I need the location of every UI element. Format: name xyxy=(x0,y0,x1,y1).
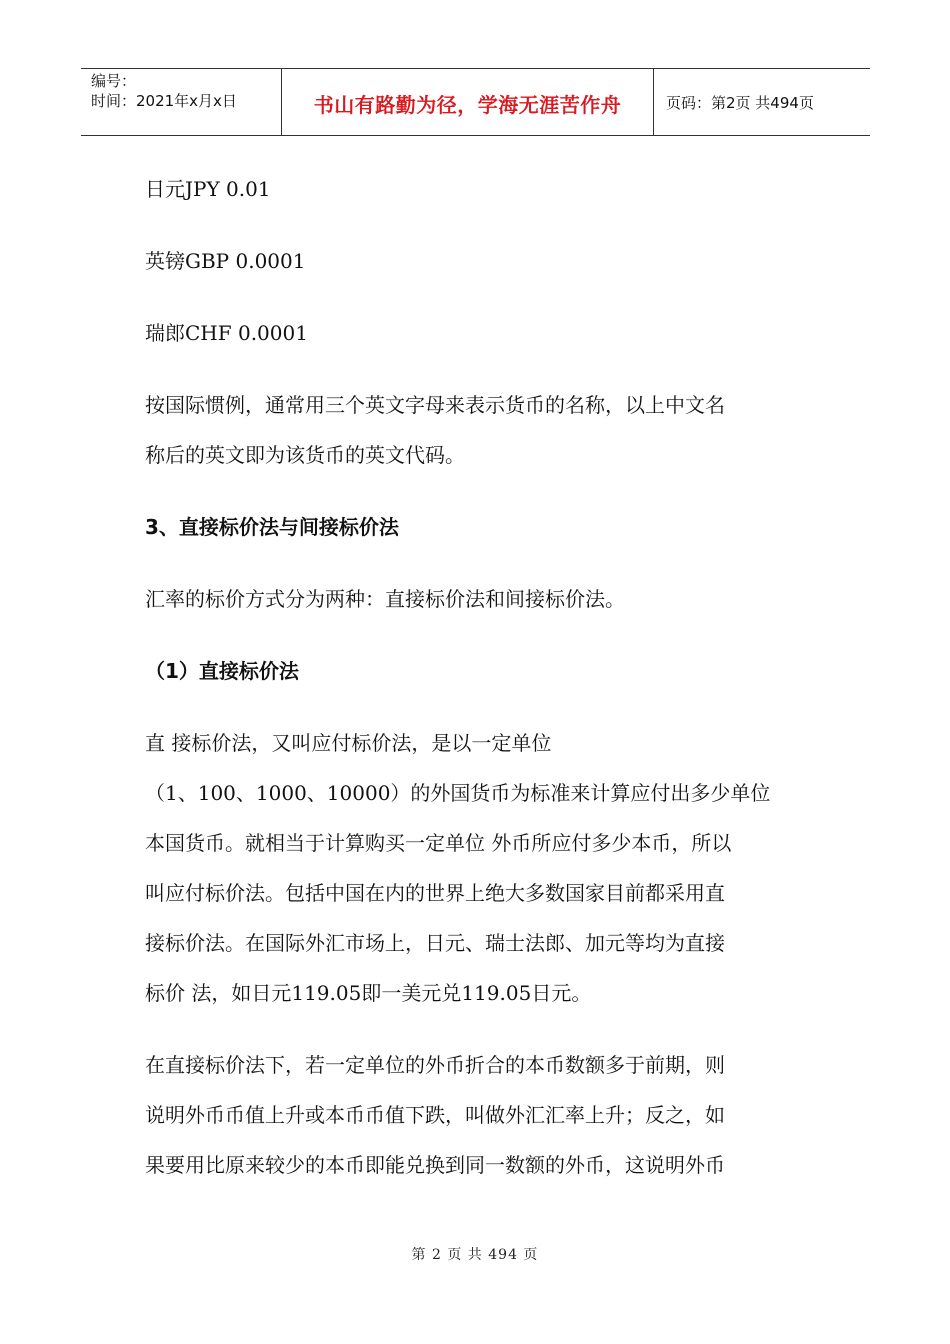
doc-number-label: 编号： xyxy=(91,72,137,90)
paragraph-line: 标价 法，如日元119.05即一美元兑119.05日元。 xyxy=(145,981,592,1005)
header-motto: 书山有路勤为径，学海无涯苦作舟 xyxy=(313,93,622,117)
paragraph-convention xyxy=(145,380,810,480)
header-page-info: 页码：第2页 共494页 xyxy=(666,93,814,112)
currency-line-gbp: 英镑GBP 0.0001 xyxy=(145,249,306,273)
paragraph-line: 在直接标价法下，若一定单位的外币折合的本币数额多于前期，则 xyxy=(145,1053,725,1077)
doc-date-label: 时间：2021年x月x日 xyxy=(91,92,237,110)
paragraph-line: （1、100、1000、10000）的外国货币为标准来计算应付出多少单位 xyxy=(145,781,771,805)
currency-line-jpy: 日元JPY 0.01 xyxy=(145,177,271,201)
paragraph-line: 本国货币。就相当于计算购买一定单位 外币所应付多少本币，所以 xyxy=(145,831,732,855)
currency-line-chf: 瑞郎CHF 0.0001 xyxy=(145,321,308,345)
paragraph-two-methods: 汇率的标价方式分为两种：直接标价法和间接标价法。 xyxy=(145,587,625,611)
page-footer: 第 2 页 共 494 页 xyxy=(411,1247,539,1263)
paragraph-direct-quotation xyxy=(145,718,810,1018)
paragraph-line: 称后的英文即为该货币的英文代码。 xyxy=(145,443,465,467)
paragraph-line: 说明外币币值上升或本币币值下跌，叫做外汇汇率上升；反之，如 xyxy=(145,1103,725,1127)
section-heading-3-1: （1）直接标价法 xyxy=(145,659,299,683)
paragraph-line: 按国际惯例，通常用三个英文字母来表示货币的名称，以上中文名 xyxy=(145,393,725,417)
paragraph-line: 叫应付标价法。包括中国在内的世界上绝大多数国家目前都采用直 xyxy=(145,881,725,905)
paragraph-line: 果要用比原来较少的本币即能兑换到同一数额的外币，这说明外币 xyxy=(145,1153,725,1177)
page-header xyxy=(81,68,870,136)
paragraph-line: 接标价法。在国际外汇市场上，日元、瑞士法郎、加元等均为直接 xyxy=(145,931,725,955)
paragraph-rate-rise xyxy=(145,1040,810,1190)
document-body xyxy=(145,164,810,1190)
header-motto-cell xyxy=(282,69,654,135)
header-page-info-cell xyxy=(654,69,870,135)
paragraph-line: 直 接标价法，又叫应付标价法，是以一定单位 xyxy=(145,731,552,755)
section-heading-3: 3、直接标价法与间接标价法 xyxy=(145,515,399,539)
header-meta xyxy=(81,69,282,135)
